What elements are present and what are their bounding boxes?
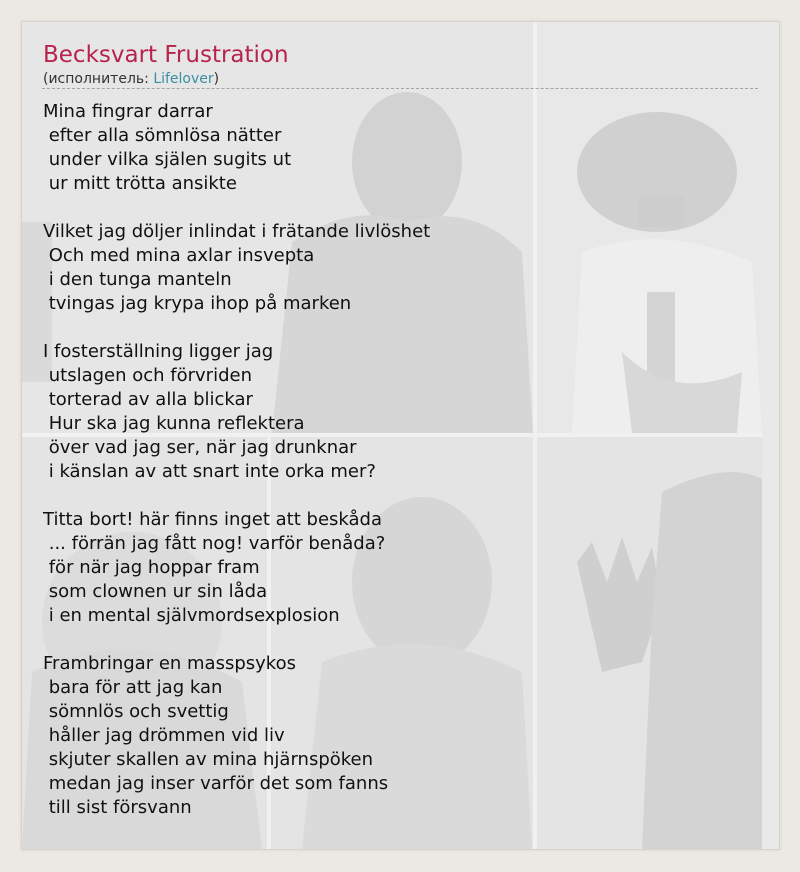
stanza [43,508,430,628]
title-divider [42,88,758,89]
lyric-line: ur mitt trötta ansikte [43,173,237,194]
lyric-line: utslagen och förvriden [43,365,252,386]
artist-byline [43,70,219,88]
lyric-line: medan jag inser varför det som fanns [43,773,389,794]
lyric-line: I fosterställning ligger jag [43,341,274,362]
lyric-line: under vilka själen sugits ut [43,149,292,170]
lyric-line: som clownen ur sin låda [43,581,268,602]
lyric-line: i en mental självmordsexplosion [43,605,340,626]
lyric-line: ... förrän jag fått nog! varför benåda? [43,533,386,554]
lyric-line: i den tunga manteln [43,269,232,290]
lyric-line: skjuter skallen av mina hjärnspöken [43,749,374,770]
lyric-line: bara för att jag kan [43,677,223,698]
lyric-line: över vad jag ser, när jag drunknar [43,437,357,458]
lyric-line: för när jag hoppar fram [43,557,260,578]
lyric-line: Hur ska jag kunna reflektera [43,413,305,434]
song-title: Becksvart Frustration [43,42,289,68]
lyric-line: efter alla sömnlösa nätter [43,125,282,146]
artist-link[interactable]: Lifelover [153,71,214,87]
lyric-line: Och med mina axlar insvepta [43,245,315,266]
lyric-line: torterad av alla blickar [43,389,253,410]
lyric-line: Frambringar en masspsykos [43,653,296,674]
lyric-line: Titta bort! här finns inget att beskåda [43,509,382,530]
lyric-line: till sist försvann [43,797,192,818]
stanza [43,652,430,820]
lyric-line: i känslan av att snart inte orka mer? [43,461,376,482]
stanza [43,340,430,484]
stanza [43,100,430,196]
lyric-line: håller jag drömmen vid liv [43,725,285,746]
lyric-line: sömnlös och svettig [43,701,229,722]
lyric-line: Mina fingrar darrar [43,101,213,122]
byline-suffix: ) [213,71,220,87]
lyrics-body [43,100,430,844]
lyric-line: Vilket jag döljer inlindat i frätande livlöshet [43,221,431,242]
lyrics-card [21,21,780,850]
stanza [43,220,430,316]
lyrics-content [22,22,779,849]
byline-prefix: (исполнитель: [43,71,154,87]
lyric-line: tvingas jag krypa ihop på marken [43,293,352,314]
